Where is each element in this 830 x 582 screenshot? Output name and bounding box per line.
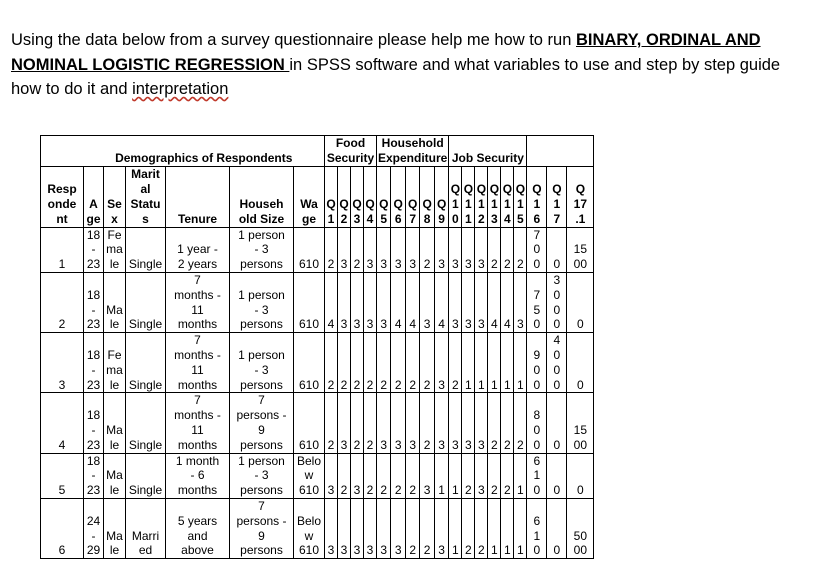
table-cell: 3 xyxy=(391,393,405,453)
table-cell: 2 xyxy=(325,333,338,393)
table-cell: 1 xyxy=(514,453,527,498)
table-cell: 3 xyxy=(462,393,475,453)
table-cell: 610 xyxy=(294,333,325,393)
column-header: Q 7 xyxy=(405,166,419,227)
intro-text-middle: in SPSS software and what variables to use and step by step guide how to do it and xyxy=(11,55,781,98)
table-cell: 1 xyxy=(434,453,448,498)
column-header: Q 1 1 xyxy=(462,166,475,227)
table-cell: 610 xyxy=(294,272,325,332)
table-cell: 3 xyxy=(338,393,351,453)
table-cell: 0 xyxy=(547,453,567,498)
table-cell: Fe ma le xyxy=(104,227,126,272)
respondent-id-cell: 3 xyxy=(41,333,84,393)
intro-underlined-word: interpretation xyxy=(132,80,229,98)
table-cell: 0 xyxy=(547,498,567,558)
survey-table-body xyxy=(41,136,594,559)
table-cell: 1 person - 3 persons xyxy=(230,227,294,272)
table-row xyxy=(41,227,594,272)
table-cell: 3 xyxy=(434,393,448,453)
table-cell: 2 xyxy=(488,453,501,498)
table-cell: 18 - 23 xyxy=(84,453,104,498)
table-cell: 7 months - 11 months xyxy=(166,272,230,332)
table-cell: 1 person - 3 persons xyxy=(230,333,294,393)
table-cell: 1 xyxy=(514,333,527,393)
group-header-demographics: Demographics of Respondents xyxy=(84,136,325,167)
table-cell: Ma le xyxy=(104,498,126,558)
table-cell: 2 xyxy=(405,453,419,498)
group-header-food-security: Food Security xyxy=(325,136,377,167)
table-cell: 1 xyxy=(449,453,462,498)
table-cell: 2 xyxy=(501,227,514,272)
column-header: Q 4 xyxy=(364,166,377,227)
respondent-id-cell: 5 xyxy=(41,453,84,498)
table-cell: 3 xyxy=(475,227,488,272)
table-cell: 3 xyxy=(449,272,462,332)
table-cell: Ma le xyxy=(104,393,126,453)
table-cell: 18 - 23 xyxy=(84,393,104,453)
table-cell: 15 00 xyxy=(567,227,594,272)
table-cell: 3 xyxy=(434,333,448,393)
table-cell: 3 0 0 0 xyxy=(547,272,567,332)
table-cell: 4 0 0 0 xyxy=(547,333,567,393)
table-cell: 3 xyxy=(325,498,338,558)
table-cell: 3 xyxy=(338,227,351,272)
table-cell: 0 xyxy=(567,333,594,393)
table-cell: Single xyxy=(126,227,166,272)
table-cell: 3 xyxy=(351,498,364,558)
table-cell: 2 xyxy=(391,453,405,498)
table-cell: 2 xyxy=(364,333,377,393)
column-header: Q 9 xyxy=(434,166,448,227)
table-cell: Ma le xyxy=(104,272,126,332)
column-header: Q 1 3 xyxy=(488,166,501,227)
table-cell: 2 xyxy=(501,453,514,498)
table-cell: 3 xyxy=(462,227,475,272)
table-cell: 3 xyxy=(514,272,527,332)
table-cell: 3 xyxy=(475,272,488,332)
table-cell: 2 xyxy=(420,498,434,558)
table-cell: 0 xyxy=(547,393,567,453)
table-cell: 18 - 23 xyxy=(84,333,104,393)
survey-table xyxy=(40,135,594,559)
table-cell: 2 xyxy=(462,453,475,498)
table-cell: 7 5 0 xyxy=(527,272,547,332)
table-cell: 3 xyxy=(420,453,434,498)
table-row xyxy=(41,272,594,332)
table-cell: 2 xyxy=(501,393,514,453)
table-cell: 1 xyxy=(475,333,488,393)
table-cell: 2 xyxy=(338,453,351,498)
table-cell: 3 xyxy=(449,227,462,272)
table-cell: 18 - 23 xyxy=(84,227,104,272)
table-cell: 3 xyxy=(391,227,405,272)
table-cell: 2 xyxy=(351,333,364,393)
table-cell: 2 xyxy=(514,393,527,453)
table-cell: 3 xyxy=(364,227,377,272)
table-cell: 3 xyxy=(364,498,377,558)
table-cell: 3 xyxy=(377,498,391,558)
table-cell: Single xyxy=(126,333,166,393)
table-cell: 2 xyxy=(420,393,434,453)
table-cell: 1 year - 2 years xyxy=(166,227,230,272)
table-cell: 7 persons - 9 persons xyxy=(230,498,294,558)
table-cell: 3 xyxy=(351,272,364,332)
table-cell: 3 xyxy=(338,498,351,558)
table-cell: 4 xyxy=(501,272,514,332)
table-cell: 3 xyxy=(434,498,448,558)
table-cell: 2 xyxy=(351,393,364,453)
column-header: Marit al Statu s xyxy=(126,166,166,227)
column-header: Tenure xyxy=(166,166,230,227)
table-cell: 1 month - 6 months xyxy=(166,453,230,498)
column-header: Q 17 .1 xyxy=(567,166,594,227)
table-cell: 3 xyxy=(377,227,391,272)
table-cell: 2 xyxy=(514,227,527,272)
respondent-id-cell: 4 xyxy=(41,393,84,453)
table-cell: Ma le xyxy=(104,453,126,498)
table-cell: 3 xyxy=(351,453,364,498)
table-cell: 610 xyxy=(294,393,325,453)
column-header: Q 1 7 xyxy=(547,166,567,227)
table-cell: 0 xyxy=(567,272,594,332)
column-header: A ge xyxy=(84,166,104,227)
table-cell: 2 xyxy=(420,333,434,393)
table-cell: 2 xyxy=(462,498,475,558)
table-cell: 8 0 0 xyxy=(527,393,547,453)
table-cell: 2 xyxy=(488,227,501,272)
table-cell: 2 xyxy=(449,333,462,393)
table-cell: 6 1 0 xyxy=(527,498,547,558)
table-cell: 3 xyxy=(405,393,419,453)
table-cell: 1 xyxy=(501,333,514,393)
table-cell: 7 months - 11 months xyxy=(166,393,230,453)
table-cell: Marri ed xyxy=(126,498,166,558)
table-cell: 18 - 23 xyxy=(84,272,104,332)
column-header: Househ old Size xyxy=(230,166,294,227)
table-cell: 6 1 0 xyxy=(527,453,547,498)
table-cell: 3 xyxy=(475,453,488,498)
table-cell: Single xyxy=(126,453,166,498)
table-cell: 2 xyxy=(391,333,405,393)
table-cell: 50 00 xyxy=(567,498,594,558)
table-cell: Single xyxy=(126,393,166,453)
table-cell: 1 xyxy=(462,333,475,393)
respondent-id-cell: 6 xyxy=(41,498,84,558)
table-cell: Belo w 610 xyxy=(294,453,325,498)
column-header: Q 5 xyxy=(377,166,391,227)
table-cell: 9 0 0 xyxy=(527,333,547,393)
table-cell: 2 xyxy=(405,498,419,558)
intro-paragraph xyxy=(11,28,801,102)
column-header: Q 1 6 xyxy=(527,166,547,227)
column-header: Q 1 0 xyxy=(449,166,462,227)
column-header: Q 3 xyxy=(351,166,364,227)
table-cell: 2 xyxy=(325,393,338,453)
table-cell: 5 years and above xyxy=(166,498,230,558)
respondent-id-cell: 2 xyxy=(41,272,84,332)
table-cell: 2 xyxy=(475,498,488,558)
table-cell: 3 xyxy=(449,393,462,453)
table-cell: 3 xyxy=(434,227,448,272)
respondent-id-cell: 1 xyxy=(41,227,84,272)
table-cell: 3 xyxy=(391,498,405,558)
table-cell: 7 persons - 9 persons xyxy=(230,393,294,453)
table-cell: 7 0 0 xyxy=(527,227,547,272)
table-cell: 3 xyxy=(338,272,351,332)
table-cell: 2 xyxy=(364,453,377,498)
table-cell: 610 xyxy=(294,227,325,272)
table-cell: 2 xyxy=(325,227,338,272)
column-header: Q 1 4 xyxy=(501,166,514,227)
table-cell: 3 xyxy=(377,393,391,453)
table-cell: 2 xyxy=(338,333,351,393)
column-header: Q 2 xyxy=(338,166,351,227)
table-cell: 1 person - 3 persons xyxy=(230,453,294,498)
table-cell: 15 00 xyxy=(567,393,594,453)
table-row xyxy=(41,453,594,498)
table-cell: 4 xyxy=(325,272,338,332)
table-cell: 2 xyxy=(351,227,364,272)
table-cell: 2 xyxy=(488,393,501,453)
table-cell: 1 xyxy=(449,498,462,558)
table-cell: 4 xyxy=(405,272,419,332)
table-cell: 1 person - 3 persons xyxy=(230,272,294,332)
table-cell: 1 xyxy=(488,333,501,393)
table-row xyxy=(41,393,594,453)
table-cell: 1 xyxy=(501,498,514,558)
group-header-row xyxy=(41,136,594,167)
table-cell: 4 xyxy=(391,272,405,332)
column-header: Resp onde nt xyxy=(41,166,84,227)
column-header: Q 1 5 xyxy=(514,166,527,227)
group-header-household-expenditure: Household Expenditure xyxy=(378,136,448,165)
table-cell: 2 xyxy=(377,453,391,498)
column-header-row xyxy=(41,166,594,227)
table-cell: 2 xyxy=(420,227,434,272)
table-cell: 2 xyxy=(405,333,419,393)
table-cell: 1 xyxy=(488,498,501,558)
column-header: Q 1 2 xyxy=(475,166,488,227)
table-cell: Single xyxy=(126,272,166,332)
table-cell: 2 xyxy=(364,393,377,453)
table-cell: 3 xyxy=(405,227,419,272)
table-row xyxy=(41,498,594,558)
table-cell: 3 xyxy=(475,393,488,453)
column-header: Se x xyxy=(104,166,126,227)
table-cell: 2 xyxy=(377,333,391,393)
table-cell: 3 xyxy=(420,272,434,332)
table-cell: 3 xyxy=(325,453,338,498)
table-cell: 1 xyxy=(514,498,527,558)
group-header-job-security: Job Security xyxy=(449,136,527,167)
intro-bold-text: BINARY, ORDINAL AND NOMINAL LOGISTIC REGRESSION xyxy=(11,31,761,74)
column-header: Q 1 xyxy=(325,166,338,227)
table-cell: 0 xyxy=(567,453,594,498)
table-cell: 4 xyxy=(488,272,501,332)
table-cell: 3 xyxy=(377,272,391,332)
column-header: Q 6 xyxy=(391,166,405,227)
header-blank-cell xyxy=(41,136,84,167)
table-cell: 7 months - 11 months xyxy=(166,333,230,393)
header-blank-cell xyxy=(527,136,594,167)
intro-text-before: Using the data below from a survey questionnaire please help me how to run xyxy=(11,31,576,49)
table-cell: 3 xyxy=(364,272,377,332)
table-cell: Belo w 610 xyxy=(294,498,325,558)
table-cell: 4 xyxy=(434,272,448,332)
table-cell: 24 - 29 xyxy=(84,498,104,558)
column-header: Q 8 xyxy=(420,166,434,227)
table-cell: 3 xyxy=(462,272,475,332)
table-cell: Fe ma le xyxy=(104,333,126,393)
table-cell: 0 xyxy=(547,227,567,272)
table-row xyxy=(41,333,594,393)
column-header: Wa ge xyxy=(294,166,325,227)
